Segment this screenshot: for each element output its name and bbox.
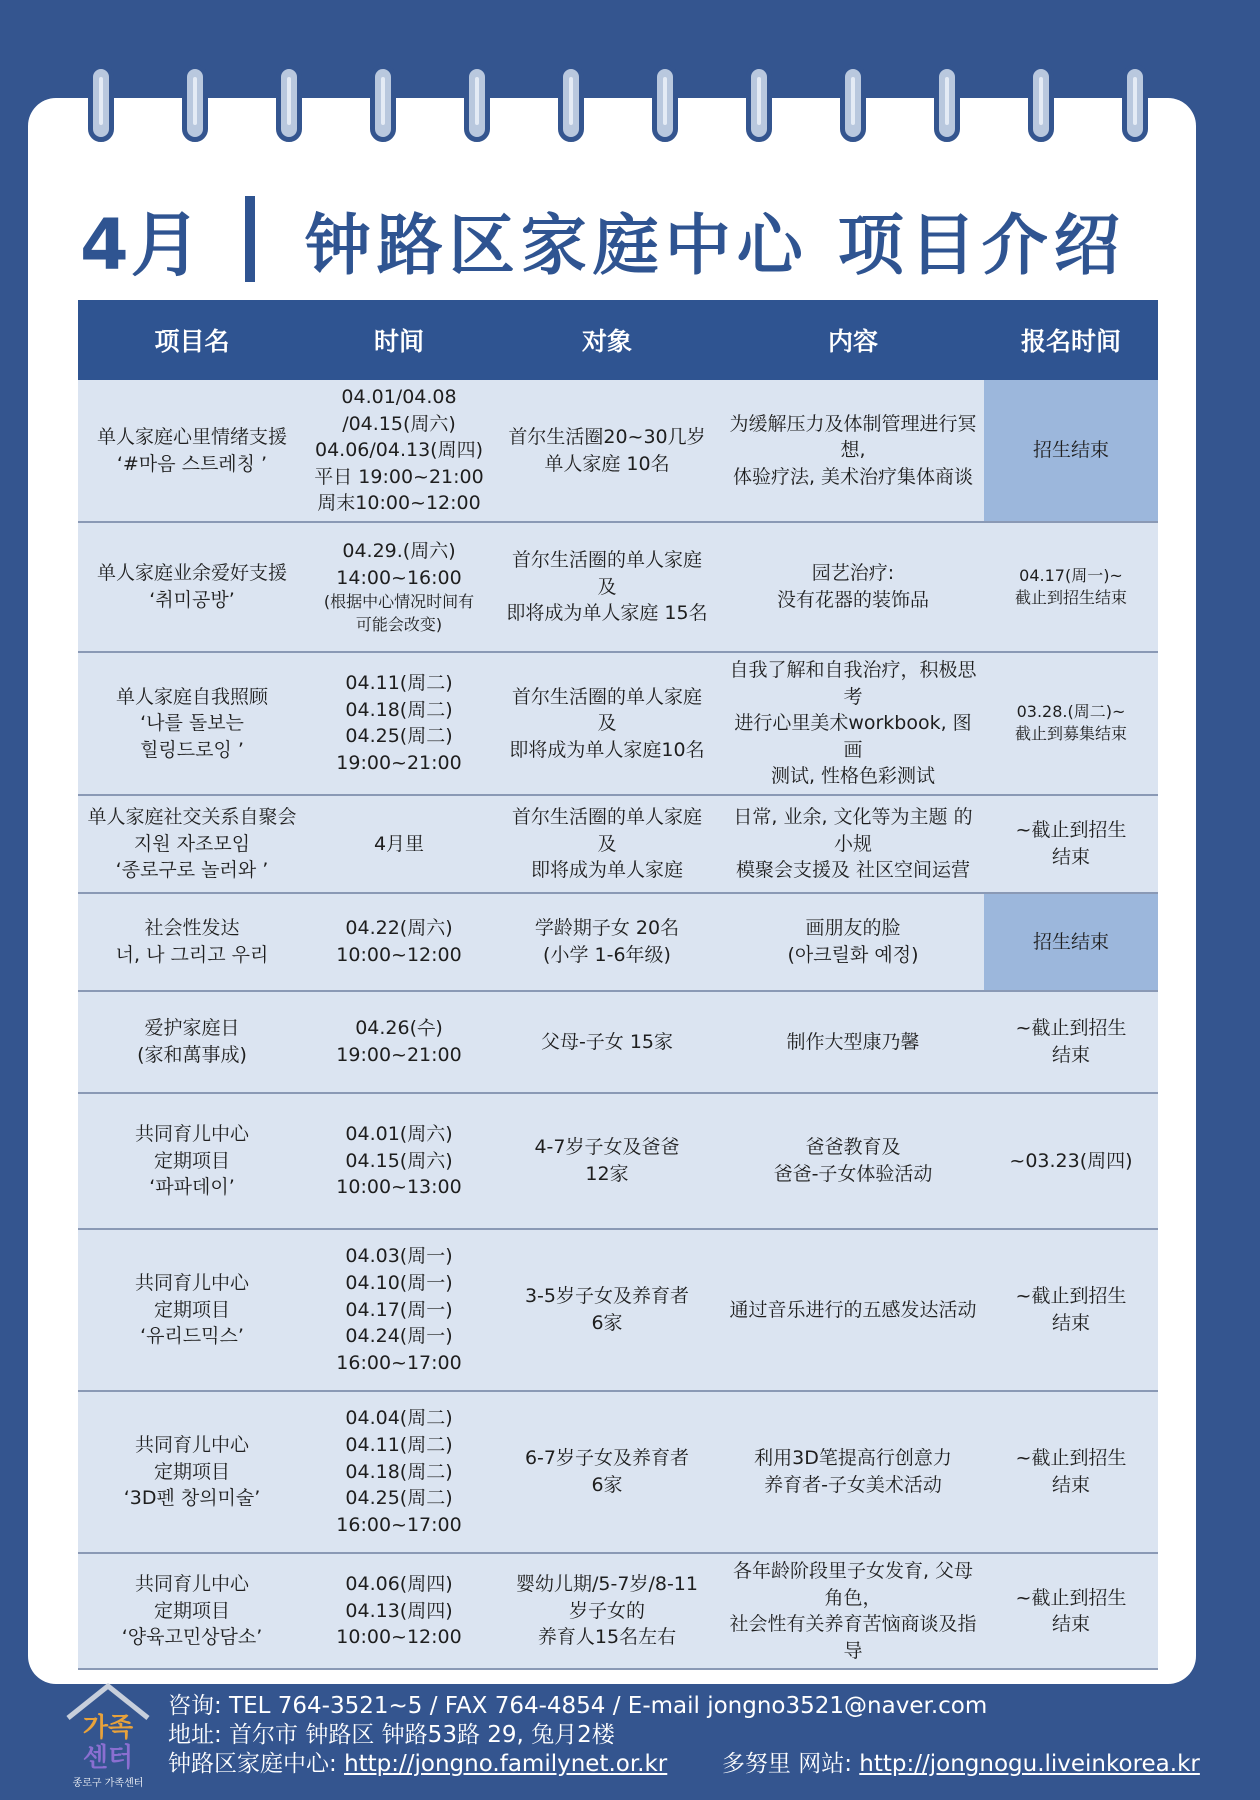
cell-line: ‘양육고민상담소’ [121, 1626, 263, 1649]
binding-ring [742, 64, 776, 150]
header-name: 项目名 [78, 300, 306, 380]
cell-signup [984, 1553, 1158, 1669]
cell-line: 힐링드로잉 ’ [140, 738, 244, 761]
cell-line: 定期项目 [153, 1149, 230, 1172]
cell-line: 4-7岁子女及爸爸 [534, 1136, 680, 1159]
cell-line: 3-5岁子女及养育者 [524, 1285, 690, 1308]
cell-line: 12家 [585, 1162, 629, 1185]
cell-line: 通过音乐进行的五感发达活动 [729, 1298, 977, 1321]
cell-line: 定期项目 [153, 1298, 230, 1321]
cell-line: 婴幼儿期/5-7岁/8-11 [516, 1573, 698, 1596]
page-title [80, 194, 1126, 284]
danuri-link[interactable]: http://jongnogu.liveinkorea.kr [859, 1750, 1200, 1777]
logo-bottom: 센터 [82, 1743, 134, 1773]
house-logo-icon [62, 1678, 154, 1774]
cell-line: 19:00~21:00 [336, 752, 462, 775]
cell-line: 04.11(周二) [345, 672, 453, 695]
cell-line: 04.18(周二) [345, 698, 453, 721]
cell-content [722, 652, 984, 795]
cell-line: 社会性有关养育苦恼商谈及指导 [729, 1613, 977, 1662]
cell-line: 结束 [1051, 1473, 1090, 1496]
cell-line: (根据中心情况时间有 [323, 592, 475, 612]
logo-top: 가족 [82, 1713, 134, 1743]
cell-line: 6家 [591, 1473, 623, 1496]
cell-content [722, 1229, 984, 1391]
cell-line: 学龄期子女 20名 [534, 917, 680, 940]
cell-line: ‘유리드믹스’ [140, 1325, 244, 1348]
cell-line: ~截止到招生 [1015, 1586, 1127, 1609]
cell-line: 体验疗法, 美术治疗集体商谈 [732, 465, 974, 488]
binding-ring [1118, 64, 1152, 150]
header-signup: 报名时间 [984, 300, 1158, 380]
cell-time [306, 1553, 492, 1669]
cell-line: ~截止到招生 [1015, 819, 1127, 842]
cell-signup [984, 1093, 1158, 1229]
cell-content [722, 991, 984, 1093]
cell-line: 04.25(周二) [345, 1487, 453, 1510]
cell-line: 园艺治疗: [811, 562, 895, 585]
cell-signup [984, 380, 1158, 522]
cell-line: ~03.23(周四) [1009, 1149, 1133, 1172]
cell-line: 为缓解压力及体制管理进行冥想, [729, 412, 977, 462]
cell-line: 04.17(周一)~ [1019, 565, 1123, 585]
cell-line: 10:00~12:00 [336, 1626, 462, 1649]
cell-line: 04.25(周二) [345, 725, 453, 748]
cell-line: 画朋友的脸 [805, 917, 901, 940]
cell-line: 截止到募集结束 [1014, 724, 1127, 744]
binding-ring [272, 64, 306, 150]
cell-line: 定期项目 [153, 1460, 230, 1483]
cell-target [492, 795, 722, 893]
cell-line: 首尔生活圈的单人家庭 [511, 685, 702, 708]
cell-line: 04.15(周六) [345, 1149, 453, 1172]
cell-line: 养育人15名左右 [537, 1626, 677, 1649]
binding-ring [554, 64, 588, 150]
cell-time [306, 1093, 492, 1229]
cell-name [78, 893, 306, 991]
cell-line: 定期项目 [153, 1599, 230, 1622]
cell-name [78, 795, 306, 893]
cell-target [492, 1229, 722, 1391]
table-row [78, 1391, 1158, 1553]
cell-line: 爱护家庭日 [144, 1017, 240, 1040]
table-row [78, 893, 1158, 991]
cell-line: 招生结束 [1032, 930, 1109, 953]
cell-line: 及 [597, 575, 617, 598]
family-center-logo [62, 1678, 154, 1788]
cell-target [492, 893, 722, 991]
cell-line: 04.18(周二) [345, 1460, 453, 1483]
cell-line: 04.04(周二) [345, 1407, 453, 1430]
cell-signup [984, 522, 1158, 652]
binding-ring [84, 64, 118, 150]
binding-ring [460, 64, 494, 150]
cell-line: 6家 [591, 1311, 623, 1334]
cell-line: 即将成为单人家庭 [530, 859, 683, 882]
table-row [78, 1229, 1158, 1391]
title-divider [245, 196, 255, 282]
title-text: 钟路区家庭中心 项目介绍 [304, 206, 1126, 284]
cell-time [306, 893, 492, 991]
cell-signup [984, 795, 1158, 893]
title-month: 4月 [80, 203, 203, 286]
cell-line: 04.06(周四) [345, 1573, 453, 1596]
binding-ring [1024, 64, 1058, 150]
cell-target [492, 380, 722, 522]
binding-ring [648, 64, 682, 150]
cell-time [306, 1229, 492, 1391]
cell-line: 结束 [1051, 1043, 1090, 1066]
table-row [78, 1553, 1158, 1669]
cell-line: 共同育儿中心 [134, 1272, 249, 1295]
cell-name [78, 1229, 306, 1391]
cell-line: 首尔生活圈的单人家庭 [511, 549, 702, 572]
cell-line: 自我了解和自我治疗，积极思考 [729, 659, 977, 708]
cell-line: 爸爸教育及 [805, 1136, 901, 1159]
cell-signup [984, 991, 1158, 1093]
cell-target [492, 1093, 722, 1229]
footer-contact: 咨询: TEL 764-3521~5 / FAX 764-4854 / E-mail jongno3521@naver.com [168, 1693, 988, 1719]
cell-time [306, 652, 492, 795]
cell-name [78, 1093, 306, 1229]
cell-line: 及 [597, 712, 617, 735]
cell-line: 04.26(수) [355, 1017, 443, 1040]
cell-line: 爸爸-子女体验活动 [773, 1162, 933, 1185]
cell-line: 6-7岁子女及养育者 [524, 1447, 690, 1470]
table-row [78, 991, 1158, 1093]
cell-line: ‘3D펜 창의미술’ [123, 1487, 261, 1510]
cell-line: 父母-子女 15家 [540, 1030, 674, 1053]
table-row [78, 522, 1158, 652]
cell-line: 日常, 业余, 文化等为主题 的小规 [733, 806, 973, 855]
table-row [78, 1093, 1158, 1229]
cell-line: 单人家庭自我照顾 [115, 685, 268, 708]
cell-target [492, 522, 722, 652]
footer-info [168, 1692, 1200, 1778]
cell-line: 没有花器的装饰品 [776, 589, 929, 611]
cell-line: 即将成为单人家庭10名 [509, 738, 705, 761]
cell-content [722, 1553, 984, 1669]
cell-line: 各年龄阶段里子女发育, 父母角色， [732, 1559, 974, 1609]
cell-line: 周末10:00~12:00 [317, 492, 481, 515]
cell-name [78, 522, 306, 652]
cell-time [306, 991, 492, 1093]
cell-line: 单人家庭业余爱好支援 [96, 562, 287, 585]
cell-line: 社会性发达 [144, 917, 240, 940]
cell-name [78, 1391, 306, 1553]
footer-sites [168, 1750, 1200, 1779]
cell-line: 进行心里美术workbook, 图画 [734, 712, 972, 761]
cell-line: 利用3D笔提高行创意力 [754, 1447, 952, 1470]
binding-ring [366, 64, 400, 150]
cell-line: 04.29.(周六) [342, 540, 456, 563]
cell-line: 04.01(周六) [345, 1123, 453, 1146]
cell-line: 04.01/04.08 [341, 386, 457, 409]
cell-line: 截止到招生结束 [1014, 588, 1127, 607]
site-label: 钟路区家庭中心: [168, 1750, 345, 1777]
cell-content [722, 1391, 984, 1553]
cell-signup [984, 1391, 1158, 1553]
svg-text:가족 [83, 1712, 134, 1743]
table-row [78, 795, 1158, 893]
cell-line: 04.03(周一) [345, 1245, 453, 1268]
cell-name [78, 1553, 306, 1669]
cell-line: 即将成为单人家庭 15名 [506, 602, 708, 625]
binding-ring [178, 64, 212, 150]
cell-name [78, 991, 306, 1093]
cell-time [306, 380, 492, 522]
cell-line: ‘종로구로 놀러와 ’ [115, 859, 269, 882]
cell-line: 可能会改变) [355, 614, 443, 634]
cell-content [722, 522, 984, 652]
cell-name [78, 380, 306, 522]
cell-signup [984, 652, 1158, 795]
cell-line: 共同育儿中心 [134, 1123, 249, 1146]
table-row [78, 380, 1158, 522]
cell-line: 14:00~16:00 [336, 566, 462, 589]
cell-line: 结束 [1051, 845, 1090, 868]
cell-target [492, 991, 722, 1093]
cell-line: ‘#마음 스트레칭 ’ [116, 452, 268, 475]
cell-line: 制作大型康乃馨 [786, 1030, 920, 1053]
cell-line: 测试, 性格色彩测试 [770, 765, 936, 788]
cell-line: 04.10(周一) [345, 1272, 453, 1295]
svg-text:센터 [83, 1742, 133, 1773]
cell-line: 03.28.(周二)~ [1016, 702, 1126, 722]
cell-line: 19:00~21:00 [336, 1043, 462, 1066]
cell-line: 10:00~12:00 [336, 943, 462, 966]
cell-line: 招生结束 [1032, 439, 1109, 462]
cell-line: 16:00~17:00 [336, 1351, 462, 1374]
cell-line: 平日 19:00~21:00 [314, 465, 484, 488]
logo-caption: 종로구 가족센터 [72, 1778, 144, 1789]
cell-line: 及 [597, 832, 617, 855]
cell-line: 16:00~17:00 [336, 1513, 462, 1536]
cell-content [722, 1093, 984, 1229]
cell-name [78, 652, 306, 795]
cell-line: ‘파파데이’ [149, 1176, 235, 1199]
footer-address: 地址: 首尔市 钟路区 钟路53路 29, 兔月2楼 [168, 1721, 615, 1748]
cell-line: 结束 [1051, 1613, 1090, 1636]
table-row [78, 652, 1158, 795]
cell-line: 너, 나 그리고 우리 [115, 943, 269, 966]
program-table [78, 300, 1158, 1670]
binding-ring [836, 64, 870, 150]
cell-target [492, 652, 722, 795]
cell-line: 单人家庭社交关系自聚会 [87, 806, 297, 829]
danuri-label: 多努里 网站: [721, 1750, 860, 1777]
cell-line: 04.06/04.13(周四) [314, 439, 483, 462]
cell-time [306, 1391, 492, 1553]
cell-line: 共同育儿中心 [134, 1573, 249, 1596]
cell-line: 04.24(周一) [345, 1325, 453, 1348]
cell-line: (小学 1-6年级) [543, 943, 671, 966]
cell-line: ‘나를 돌보는 [140, 712, 244, 735]
cell-line: 单人家庭心里情绪支援 [96, 425, 287, 448]
cell-signup [984, 1229, 1158, 1391]
header-target: 对象 [492, 300, 722, 380]
cell-line: 单人家庭 10名 [544, 452, 670, 475]
cell-line: 04.11(周二) [345, 1434, 453, 1457]
cell-line: 养育者-子女美术活动 [764, 1473, 942, 1496]
cell-line: 共同育儿中心 [134, 1434, 249, 1457]
cell-time [306, 795, 492, 893]
cell-line: 04.13(周四) [345, 1599, 453, 1622]
cell-line: 模聚会支援及 社区空间运营 [735, 859, 971, 882]
cell-line: 首尔生活圈20~30几岁 [508, 425, 706, 448]
cell-line: 4月里 [373, 832, 425, 855]
cell-content [722, 893, 984, 991]
cell-line: 04.17(周一) [345, 1298, 453, 1321]
cell-line: 岁子女的 [568, 1599, 645, 1622]
cell-content [722, 795, 984, 893]
cell-line: 结束 [1051, 1311, 1090, 1334]
cell-target [492, 1553, 722, 1669]
cell-line: 04.22(周六) [345, 917, 453, 940]
cell-line: 10:00~13:00 [336, 1176, 462, 1199]
cell-line: (아크릴화 예정) [787, 943, 919, 966]
cell-line: ~截止到招生 [1015, 1285, 1127, 1308]
site-link[interactable]: http://jongno.familynet.or.kr [344, 1750, 668, 1777]
header-content: 内容 [722, 300, 984, 380]
cell-target [492, 1391, 722, 1553]
cell-signup [984, 893, 1158, 991]
cell-line: ‘취미공방’ [149, 589, 235, 611]
binding-ring [930, 64, 964, 150]
cell-line: 지원 자조모임 [133, 832, 251, 855]
table-header-row [78, 300, 1158, 380]
cell-line: (家和萬事成) [137, 1043, 247, 1066]
header-time: 时间 [306, 300, 492, 380]
cell-content [722, 380, 984, 522]
cell-line: 首尔生活圈的单人家庭 [511, 806, 702, 829]
cell-line: /04.15(周六) [342, 412, 456, 435]
cell-line: ~截止到招生 [1015, 1447, 1127, 1470]
cell-time [306, 522, 492, 652]
cell-line: ~截止到招生 [1015, 1017, 1127, 1040]
